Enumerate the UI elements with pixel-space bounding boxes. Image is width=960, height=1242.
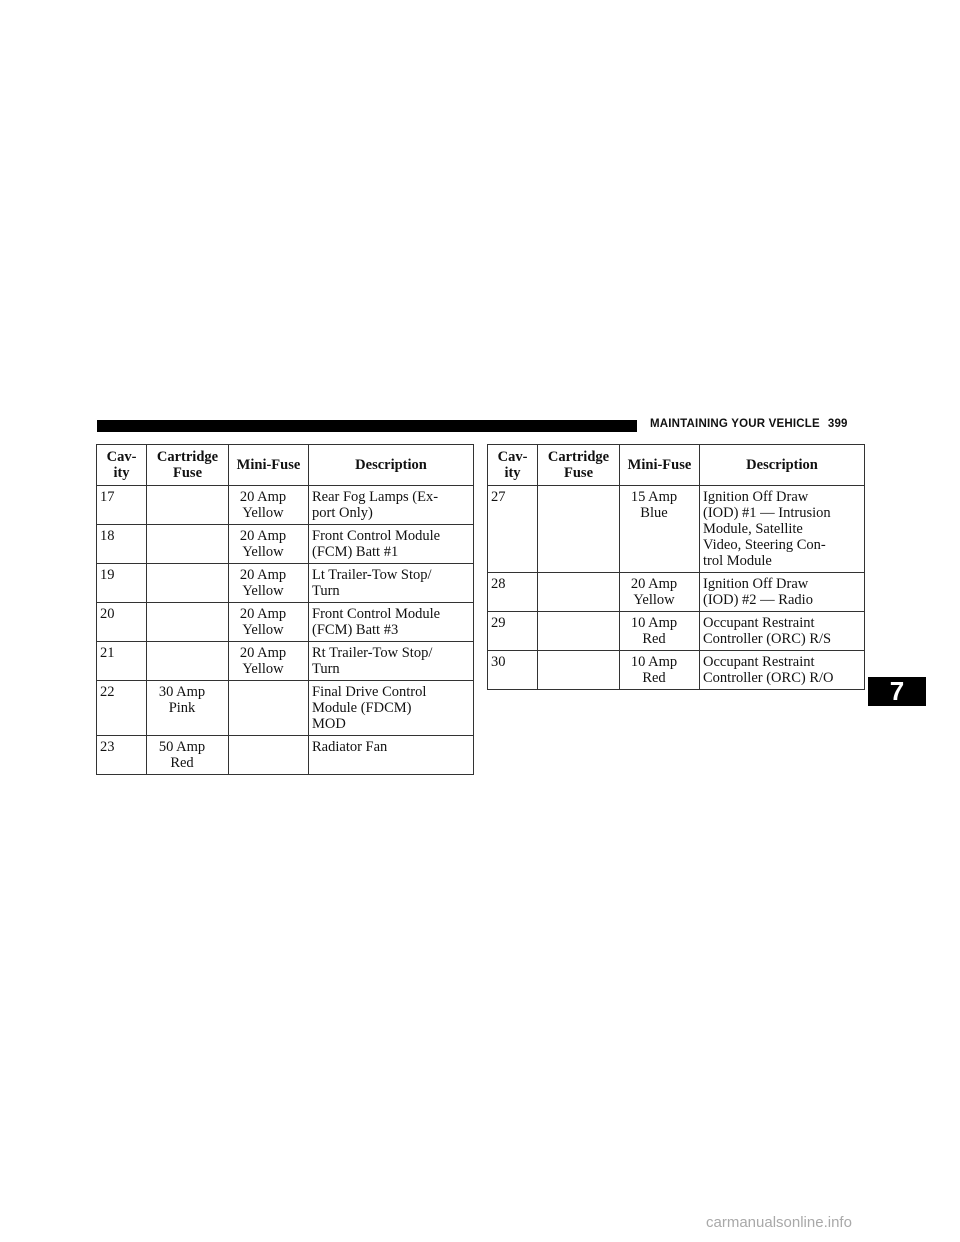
description-cell (309, 603, 474, 642)
description-line: Occupant Restraint (703, 615, 815, 631)
cavity-cell: 19 (97, 564, 147, 603)
mini-fuse-cell (229, 642, 309, 681)
description-line: Ignition Off Draw (703, 489, 809, 505)
cartridge-fuse-cell (147, 603, 229, 642)
cartridge-fuse-cell (538, 651, 620, 690)
header-text: Description (355, 457, 427, 473)
mini-fuse-cell (229, 736, 309, 775)
mini-fuse-line: Yellow (242, 661, 284, 677)
description-line: (FCM) Batt #3 (312, 622, 399, 638)
description-line: Module (FDCM) (312, 700, 412, 716)
running-header (650, 418, 848, 430)
mini-fuse-value (232, 567, 294, 599)
table-row (97, 486, 474, 525)
cartridge-fuse-cell (538, 573, 620, 612)
mini-fuse-cell (620, 573, 700, 612)
cartridge-fuse-line: Pink (168, 700, 196, 716)
description-line: (IOD) #2 — Radio (703, 592, 813, 608)
mini-fuse-line: Blue (640, 505, 668, 521)
mini-fuse-line: Yellow (633, 592, 675, 608)
description-cell (700, 573, 865, 612)
cartridge-fuse-cell (147, 681, 229, 736)
column-header-description (700, 445, 865, 486)
mini-fuse-line: 10 Amp (630, 615, 678, 631)
description-line: port Only) (312, 505, 373, 521)
mini-fuse-cell (229, 525, 309, 564)
header-rule (97, 420, 637, 432)
table-header-row (97, 445, 474, 486)
cartridge-fuse-value (150, 739, 214, 771)
mini-fuse-line: 20 Amp (239, 528, 287, 544)
mini-fuse-line: 10 Amp (630, 654, 678, 670)
header-text: Mini-Fuse (627, 457, 692, 473)
description-cell (700, 612, 865, 651)
cartridge-fuse-line: 30 Amp (158, 684, 206, 700)
table-row (97, 681, 474, 736)
description-line: Occupant Restraint (703, 654, 815, 670)
description-line: Controller (ORC) R/S (703, 631, 832, 647)
cartridge-fuse-cell (147, 736, 229, 775)
table-row (97, 525, 474, 564)
description-line: Controller (ORC) R/O (703, 670, 834, 686)
description-line: Ignition Off Draw (703, 576, 809, 592)
cavity-cell: 21 (97, 642, 147, 681)
mini-fuse-line: 15 Amp (630, 489, 678, 505)
description-line: Rt Trailer-Tow Stop/ (312, 645, 433, 661)
cartridge-fuse-cell (538, 612, 620, 651)
fuse-table-left (96, 444, 474, 775)
section-title: MAINTAINING YOUR VEHICLE (650, 418, 820, 430)
column-header-mini-fuse (229, 445, 309, 486)
description-line: Module, Satellite (703, 521, 803, 537)
mini-fuse-line: 20 Amp (239, 606, 287, 622)
mini-fuse-cell (620, 651, 700, 690)
description-cell (700, 651, 865, 690)
cartridge-fuse-value (150, 684, 214, 716)
description-line: Turn (312, 583, 340, 599)
page-number: 399 (827, 418, 848, 430)
cavity-cell: 27 (488, 486, 538, 573)
table-row (97, 642, 474, 681)
description-cell (309, 642, 474, 681)
cavity-cell: 22 (97, 681, 147, 736)
chapter-tab: 7 (868, 677, 926, 706)
mini-fuse-value (232, 489, 294, 521)
description-line: (IOD) #1 — Intrusion (703, 505, 831, 521)
cartridge-fuse-line: Red (170, 755, 194, 771)
mini-fuse-line: 20 Amp (239, 489, 287, 505)
mini-fuse-line: 20 Amp (630, 576, 678, 592)
cavity-cell: 17 (97, 486, 147, 525)
description-line: Rear Fog Lamps (Ex- (312, 489, 439, 505)
description-line: MOD (312, 716, 346, 732)
header-text: Cav- (106, 449, 137, 465)
mini-fuse-line: 20 Amp (239, 645, 287, 661)
watermark-text: carmanualsonline.info (706, 1214, 852, 1231)
description-cell (309, 564, 474, 603)
cartridge-fuse-cell (147, 486, 229, 525)
table-header-row (488, 445, 865, 486)
column-header-mini-fuse (620, 445, 700, 486)
mini-fuse-cell (620, 486, 700, 573)
fuse-table-right (487, 444, 865, 690)
description-line: Final Drive Control (312, 684, 427, 700)
column-header-description (309, 445, 474, 486)
mini-fuse-value (623, 576, 685, 608)
mini-fuse-value (623, 615, 685, 647)
cavity-cell: 28 (488, 573, 538, 612)
mini-fuse-line: Yellow (242, 505, 284, 521)
cavity-cell: 23 (97, 736, 147, 775)
cartridge-fuse-cell (147, 564, 229, 603)
column-header-cartridge-fuse (147, 445, 229, 486)
description-cell (309, 525, 474, 564)
table-row (97, 603, 474, 642)
mini-fuse-value (232, 645, 294, 677)
table-row (488, 651, 865, 690)
cavity-cell: 20 (97, 603, 147, 642)
cavity-cell: 29 (488, 612, 538, 651)
description-cell (309, 681, 474, 736)
mini-fuse-value (623, 489, 685, 521)
description-cell (309, 736, 474, 775)
mini-fuse-value (623, 654, 685, 686)
header-text: Description (746, 457, 818, 473)
mini-fuse-cell (229, 603, 309, 642)
mini-fuse-line: Yellow (242, 622, 284, 638)
description-line: trol Module (703, 553, 772, 569)
description-line: (FCM) Batt #1 (312, 544, 399, 560)
description-line: Front Control Module (312, 606, 441, 622)
table-row (97, 564, 474, 603)
mini-fuse-line: Yellow (242, 544, 284, 560)
mini-fuse-line: Yellow (242, 583, 284, 599)
description-line: Radiator Fan (312, 739, 388, 755)
header-text: ity (113, 465, 130, 481)
mini-fuse-cell (229, 681, 309, 736)
description-cell (309, 486, 474, 525)
table-row (488, 486, 865, 573)
description-line: Lt Trailer-Tow Stop/ (312, 567, 432, 583)
table-row (488, 612, 865, 651)
column-header-cavity (97, 445, 147, 486)
header-text: Cartridge (156, 449, 219, 465)
mini-fuse-value (232, 606, 294, 638)
mini-fuse-cell (229, 486, 309, 525)
cartridge-fuse-line: 50 Amp (158, 739, 206, 755)
header-text: Fuse (564, 465, 593, 481)
column-header-cavity (488, 445, 538, 486)
mini-fuse-cell (229, 564, 309, 603)
header-text: Cav- (497, 449, 528, 465)
description-cell (700, 486, 865, 573)
cartridge-fuse-cell (147, 642, 229, 681)
cartridge-fuse-cell (538, 486, 620, 573)
cavity-cell: 18 (97, 525, 147, 564)
mini-fuse-value (232, 528, 294, 560)
header-text: Fuse (173, 465, 202, 481)
description-line: Front Control Module (312, 528, 441, 544)
cavity-cell: 30 (488, 651, 538, 690)
header-text: Cartridge (547, 449, 610, 465)
mini-fuse-line: Red (642, 631, 666, 647)
description-line: Video, Steering Con- (703, 537, 826, 553)
mini-fuse-line: Red (642, 670, 666, 686)
table-row (488, 573, 865, 612)
cartridge-fuse-cell (147, 525, 229, 564)
header-text: ity (504, 465, 521, 481)
description-line: Turn (312, 661, 340, 677)
mini-fuse-cell (620, 612, 700, 651)
column-header-cartridge-fuse (538, 445, 620, 486)
mini-fuse-line: 20 Amp (239, 567, 287, 583)
header-text: Mini-Fuse (236, 457, 301, 473)
table-row (97, 736, 474, 775)
